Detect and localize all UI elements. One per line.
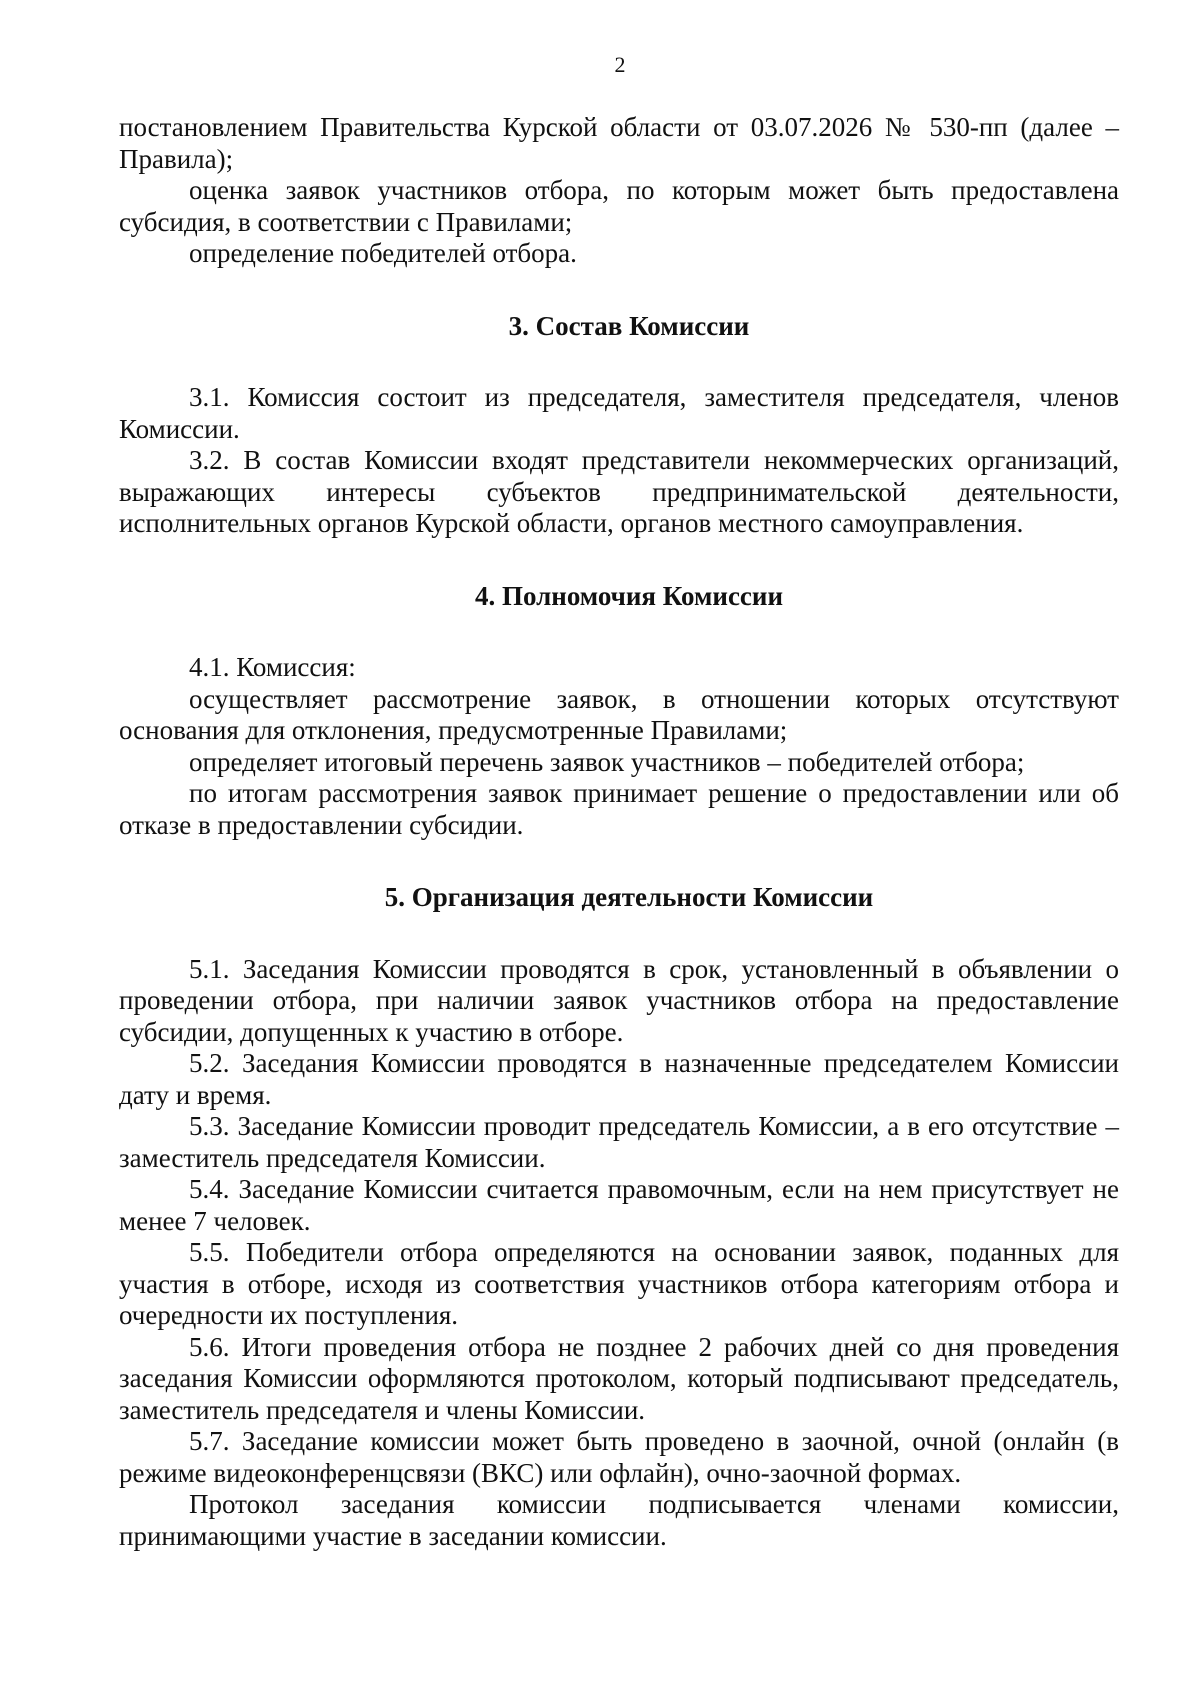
- section4-paragraph: определяет итоговый перечень заявок участников – победителей отбора;: [189, 746, 1025, 777]
- section5-paragraph: 5.3. Заседание Комиссии проводит председатель Комиссии, а в его отсутствие – заместитель председателя Комиссии.: [119, 1111, 1119, 1173]
- section-heading-3: 3. Состав Комиссии: [508, 310, 750, 341]
- section5-paragraph: 5.6. Итоги проведения отбора не позднее 2 рабочих дней со дня проведения заседания Комиссии оформляются протоколом, который подписывают председатель, заместитель председателя и члены Комиссии.: [119, 1331, 1119, 1425]
- section5-paragraph: 5.7. Заседание комиссии может быть проведено в заочной, очной (онлайн (в режиме видеоконференцсвязи (ВКС) или офлайн), очно-заочной формах.: [119, 1426, 1119, 1488]
- document-body: [119, 112, 1119, 1552]
- section4-paragraph: по итогам рассмотрения заявок принимает решение о предоставлении или об отказе в предоставлении субсидии.: [119, 778, 1119, 840]
- section5-paragraph: 5.1. Заседания Комиссии проводятся в срок, установленный в объявлении о проведении отбора, при наличии заявок участников отбора на предоставление субсидии, допущенных к участию в отборе.: [119, 953, 1119, 1047]
- intro-paragraph: постановлением Правительства Курской области от 03.07.2026 № 530-пп (далее – Правила);: [119, 112, 1119, 174]
- section3-paragraph: 3.2. В состав Комиссии входят представители некоммерческих организаций, выражающих интересы субъектов предпринимательской деятельности, исполнительных органов Курской области, органов местного самоуправления.: [119, 445, 1119, 538]
- intro-paragraph: оценка заявок участников отбора, по которым может быть предоставлена субсидия, в соответствии с Правилами;: [119, 175, 1119, 237]
- section5-paragraph: 5.2. Заседания Комиссии проводятся в назначенные председателем Комиссии дату и время.: [119, 1048, 1119, 1110]
- section4-paragraph: осуществляет рассмотрение заявок, в отношении которых отсутствуют основания для отклонения, предусмотренные Правилами;: [119, 683, 1119, 745]
- section-heading-4: 4. Полномочия Комиссии: [474, 580, 784, 611]
- section5-paragraph: 5.4. Заседание Комиссии считается правомочным, если на нем присутствует не менее 7 человек.: [119, 1174, 1119, 1236]
- section4-paragraph: 4.1. Комиссия:: [189, 652, 356, 682]
- section5-paragraph: Протокол заседания комиссии подписывается членами комиссии, принимающими участие в заседании комиссии.: [119, 1489, 1119, 1551]
- page-number: 2: [614, 52, 626, 77]
- section3-paragraph: 3.1. Комиссия состоит из председателя, заместителя председателя, членов Комиссии.: [119, 382, 1119, 444]
- intro-paragraph: определение победителей отбора.: [189, 238, 577, 268]
- section-heading-5: 5. Организация деятельности Комиссии: [384, 882, 874, 912]
- section5-paragraph: 5.5. Победители отбора определяются на основании заявок, поданных для участия в отборе, исходя из соответствия участников отбора категориям отбора и очередности их поступления.: [119, 1237, 1119, 1330]
